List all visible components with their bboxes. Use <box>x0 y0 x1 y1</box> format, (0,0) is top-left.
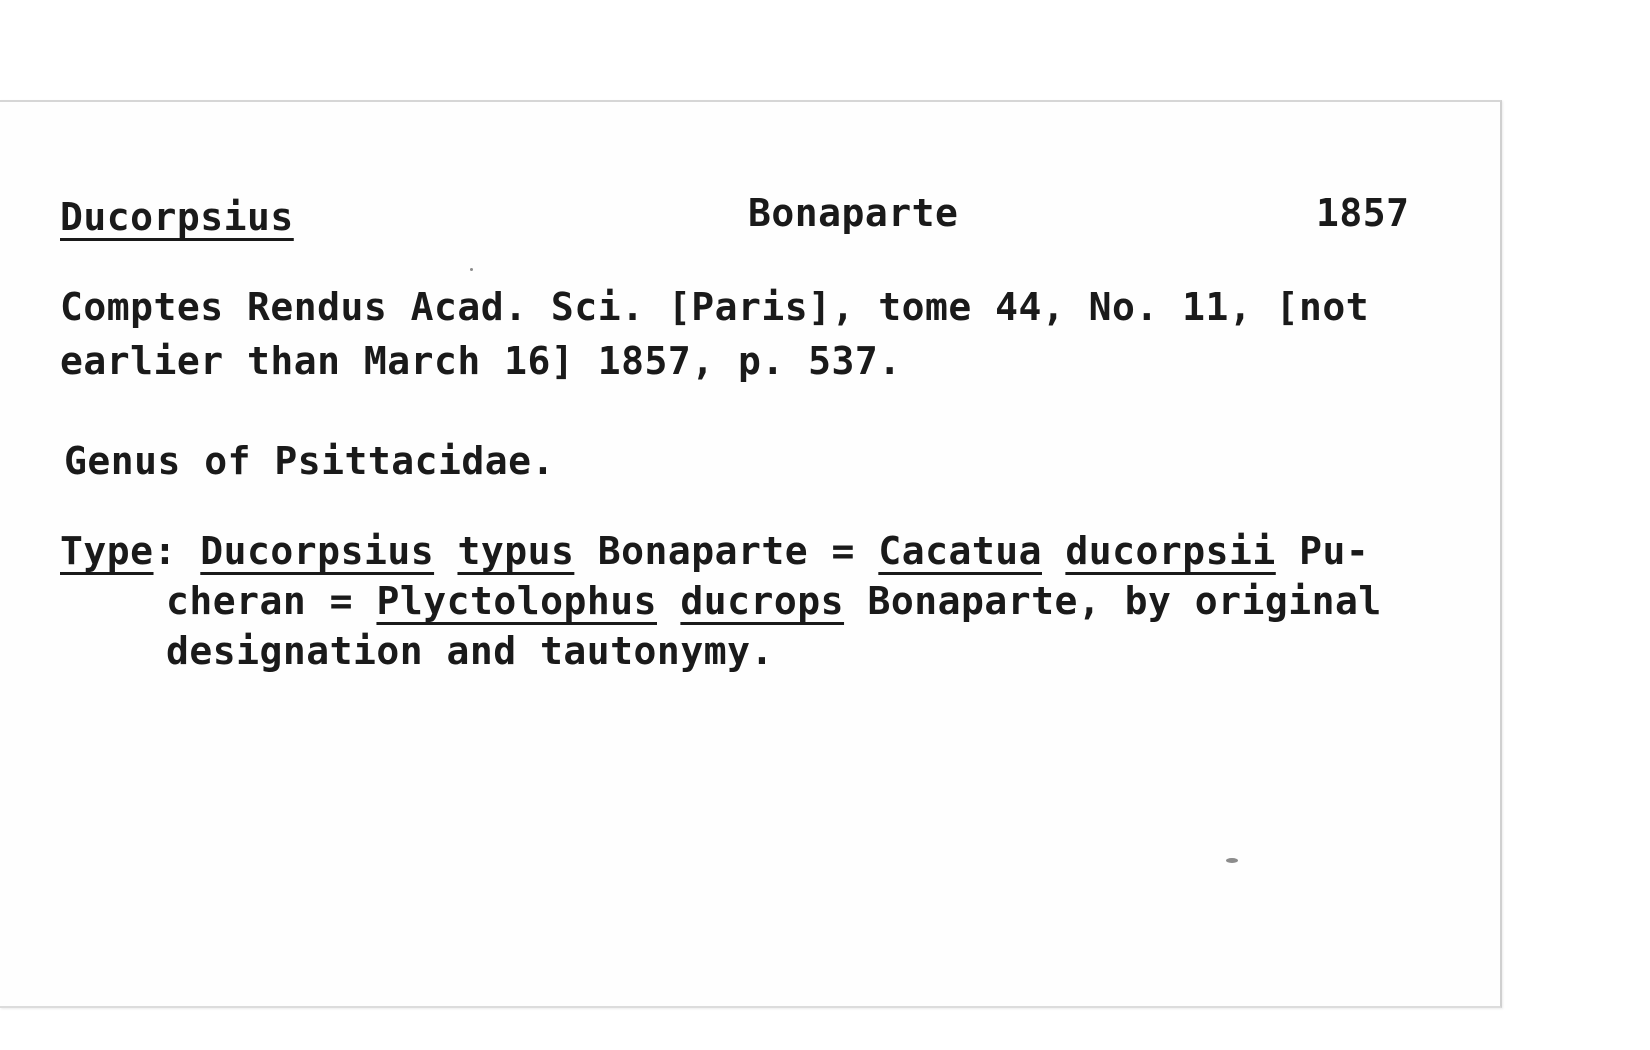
hyphenated-author-end: cheran <box>166 579 307 623</box>
type-colon: : <box>153 529 177 573</box>
type-designation-method: Bonaparte, by original <box>867 579 1382 623</box>
synonym-2-genus: Plyctolophus <box>376 579 657 623</box>
type-line-1 <box>60 529 1370 573</box>
type-species: typus <box>457 529 575 573</box>
classification: Genus of Psittacidae. <box>64 439 555 483</box>
paper-speck <box>470 268 473 271</box>
paper-speck <box>1226 858 1238 863</box>
type-author: Bonaparte <box>597 529 809 573</box>
citation-line-1: Comptes Rendus Acad. Sci. [Paris], tome 44, No. 11, [not <box>60 285 1370 329</box>
synonym-1-species: ducorpsii <box>1065 529 1276 573</box>
type-line-2 <box>166 579 1382 623</box>
index-card <box>0 100 1502 1008</box>
author-name: Bonaparte <box>748 191 959 235</box>
equals-sign: = <box>329 579 354 623</box>
type-label: Type <box>60 529 154 573</box>
type-genus: Ducorpsius <box>200 529 435 573</box>
genus-name: Ducorpsius <box>60 195 294 239</box>
synonym-2-species: ducrops <box>680 579 845 623</box>
type-line-3: designation and tautonymy. <box>166 629 774 673</box>
equals-sign: = <box>831 529 855 573</box>
hyphenated-author-start: Pu- <box>1299 529 1370 573</box>
citation-line-2: earlier than March 16] 1857, p. 537. <box>60 339 902 383</box>
year: 1857 <box>1316 191 1410 235</box>
synonym-1-genus: Cacatua <box>878 529 1042 573</box>
